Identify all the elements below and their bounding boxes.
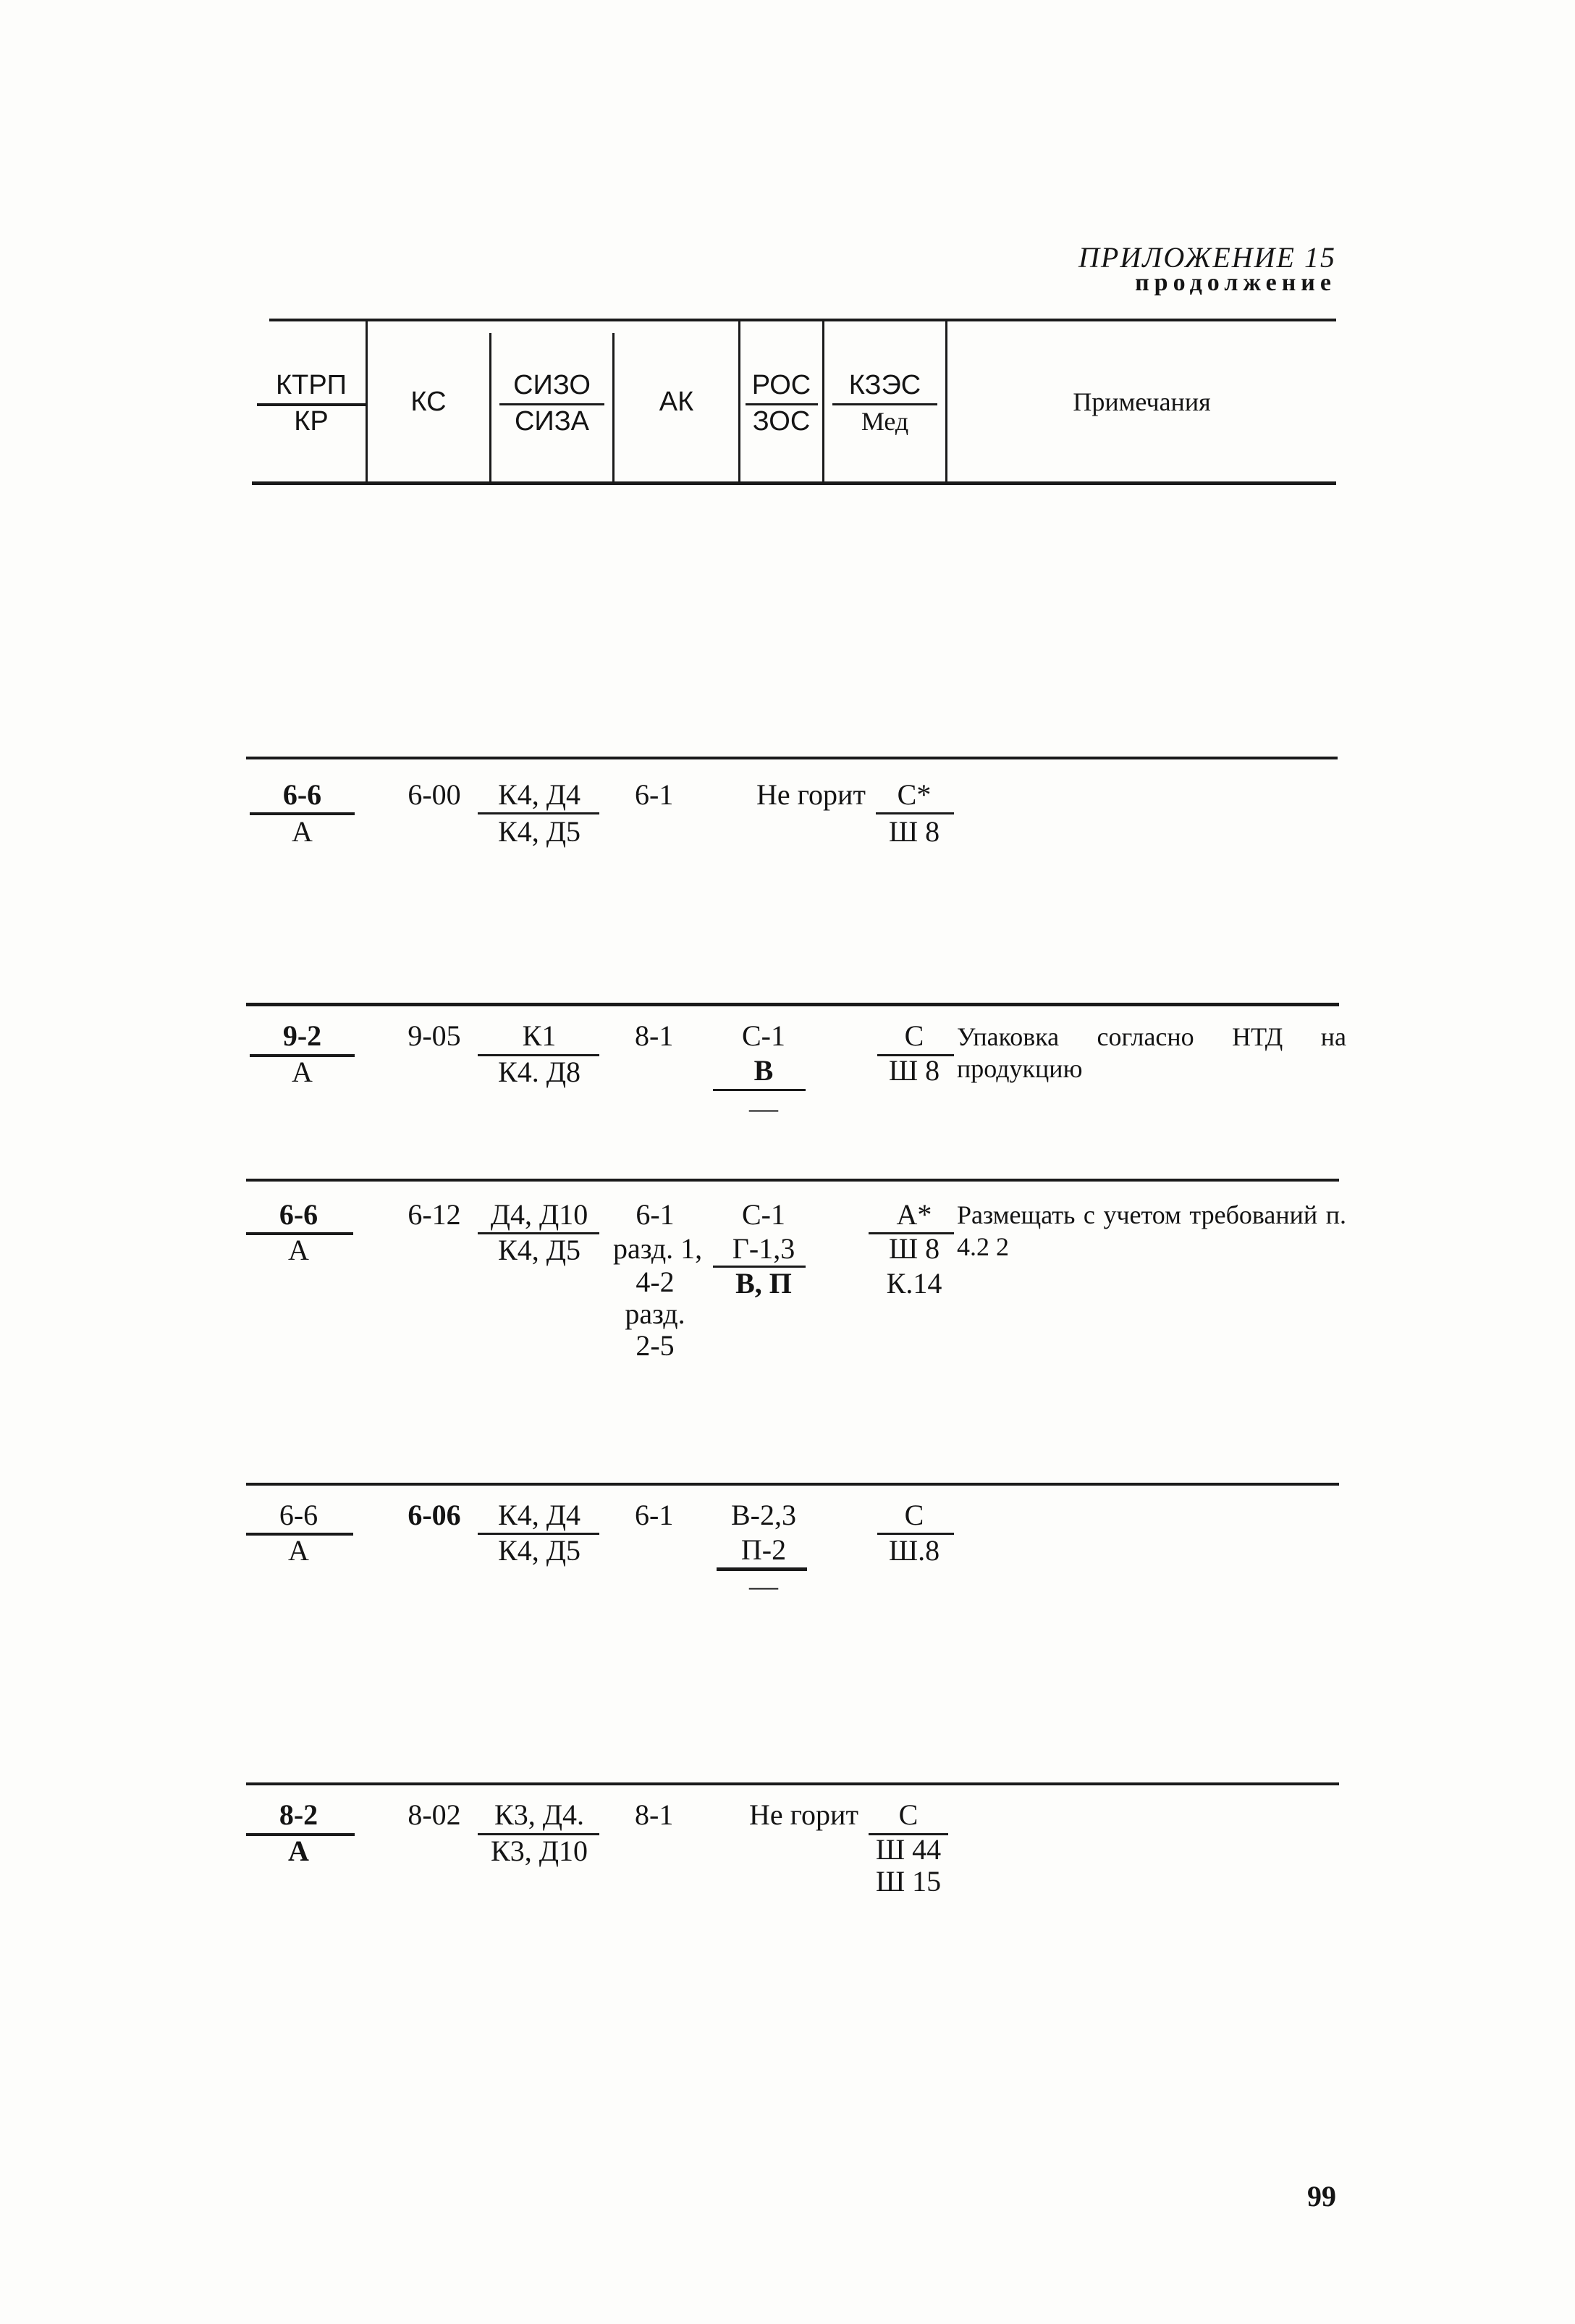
row-ktrp: 6-6 — [279, 1198, 318, 1231]
row-zos: — — [749, 1092, 778, 1124]
header-top-rule — [269, 319, 1336, 321]
header-kr: КР — [294, 406, 329, 437]
row-kzes: С* — [897, 778, 932, 811]
row-ak: разд. — [625, 1297, 685, 1330]
header-ktrp: КТРП — [275, 370, 347, 400]
row-med: К.14 — [886, 1267, 942, 1300]
row-med: Ш 15 — [875, 1865, 942, 1898]
row-ak: 2-5 — [636, 1329, 675, 1362]
row-ks: 6-00 — [408, 778, 461, 811]
page-number: 99 — [1307, 2180, 1336, 2213]
row-ks: 6-12 — [408, 1198, 461, 1231]
row-ktrp: 8-2 — [279, 1798, 318, 1831]
row-ak: разд. 1, — [613, 1232, 703, 1265]
header-med: Мед — [861, 407, 909, 436]
row-ros: С-1 — [742, 1019, 785, 1052]
fraction-bar — [713, 1089, 806, 1091]
row-ktrp: 6-6 — [279, 1499, 318, 1531]
col-divider-5 — [822, 321, 824, 481]
row-ks: 8-02 — [408, 1798, 461, 1831]
row-kr: А — [288, 1234, 309, 1266]
row-ak: 8-1 — [635, 1798, 674, 1831]
row-top-rule — [246, 1483, 1339, 1486]
row-ktrp: 6-6 — [282, 778, 322, 811]
col-divider-4 — [738, 321, 740, 481]
header-siza: СИЗА — [514, 406, 590, 437]
row-siza: К3, Д10 — [491, 1835, 588, 1867]
row-ros-single: Не горит — [756, 778, 866, 811]
row-ks: 9-05 — [408, 1019, 461, 1052]
appendix-subtitle: продолжение — [1135, 269, 1336, 296]
row-kr: А — [292, 815, 313, 848]
row-ak: 8-1 — [635, 1019, 674, 1052]
row-ak: 4-2 — [636, 1266, 675, 1298]
row-kr: А — [288, 1534, 309, 1567]
row-ak: 6-1 — [636, 1198, 675, 1231]
row-top-rule — [246, 1179, 1339, 1182]
row-kzes: С — [898, 1798, 919, 1831]
row-ros: В-2,3 — [731, 1499, 796, 1531]
header-bottom-rule — [252, 481, 1336, 485]
row-notes: Упаковка согласно НТД на продукцию — [957, 1022, 1346, 1083]
row-sizo: К4, Д4 — [498, 1499, 580, 1531]
row-kzes: С — [904, 1499, 924, 1531]
header-ks: КС — [410, 387, 447, 417]
row-kr: А — [292, 1056, 313, 1088]
row-siza: К4. Д8 — [498, 1056, 580, 1088]
header-kzes: КЗЭС — [848, 370, 921, 400]
row-siza: К4, Д5 — [498, 1234, 580, 1266]
row-ros-single: Не горит — [749, 1798, 858, 1831]
row-top-rule — [246, 1003, 1339, 1006]
row-med: Ш 8 — [888, 815, 940, 848]
row-med: Ш.8 — [888, 1534, 940, 1567]
header-notes: Примечания — [1073, 387, 1211, 416]
row-zos: П-2 — [740, 1533, 787, 1566]
row-kr: А — [288, 1835, 309, 1867]
row-zos: В — [753, 1054, 774, 1087]
row-med: Ш 44 — [875, 1833, 942, 1866]
row-siza: К4, Д5 — [498, 815, 580, 848]
row-sizo: К3, Д4. — [494, 1798, 584, 1831]
row-ros: С-1 — [742, 1198, 785, 1231]
header-ak: АК — [659, 387, 694, 417]
appendix-title: ПРИЛОЖЕНИЕ 15 — [1078, 241, 1336, 274]
row-ktrp: 9-2 — [282, 1019, 322, 1052]
header-sizo: СИЗО — [513, 370, 591, 400]
row-kzes: С — [904, 1019, 924, 1052]
fraction-bar — [876, 812, 954, 814]
header-zos: ЗОС — [752, 406, 811, 437]
row-med: Ш 8 — [888, 1232, 940, 1265]
header-ros: РОС — [751, 370, 811, 400]
fraction-bar — [478, 812, 599, 814]
row-zos: — — [749, 1570, 778, 1602]
row-ak: 6-1 — [635, 1499, 674, 1531]
row-ks: 6-06 — [408, 1499, 461, 1531]
row-ak: 6-1 — [635, 778, 674, 811]
row-zos: Г-1,3 — [732, 1232, 795, 1265]
row-sizo: Д4, Д10 — [490, 1198, 588, 1231]
row-top-rule — [246, 757, 1338, 759]
row-notes: Размещать с учетом требований п. 4.2 2 — [957, 1200, 1346, 1261]
row-sizo: К1 — [522, 1019, 557, 1052]
row-top-rule — [246, 1782, 1339, 1785]
row-kzes: А* — [896, 1198, 932, 1231]
row-med: Ш 8 — [888, 1054, 940, 1087]
row-siza: К4, Д5 — [498, 1534, 580, 1567]
row-zos: В, П — [735, 1267, 792, 1300]
row-sizo: К4, Д4 — [498, 778, 580, 811]
